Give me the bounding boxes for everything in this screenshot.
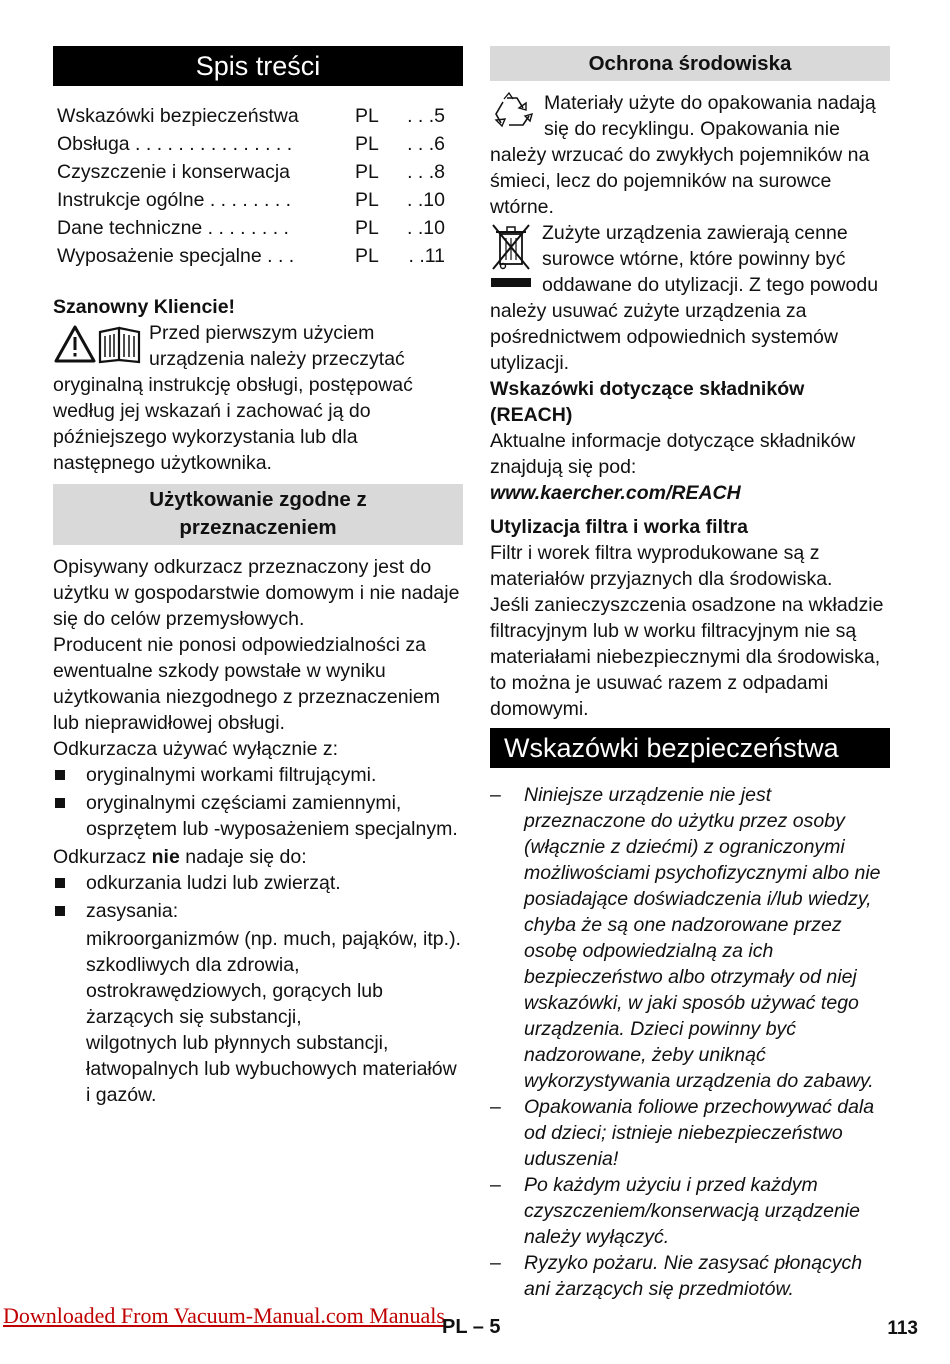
toc-page: . . .6 <box>407 133 445 155</box>
right-column <box>490 46 890 1302</box>
toc-title: Wyposażenie specjalne . . . <box>57 245 295 267</box>
toc-title: Czyszczenie i konserwacja <box>57 161 291 183</box>
reach-text: Aktualne informacje dotyczące składników znajdują się pod: <box>490 430 856 478</box>
toc-heading: Spis treści <box>53 46 463 86</box>
environment-section <box>490 90 890 722</box>
list-item: oryginalnymi częściami zamiennymi, osprzętem lub -wyposażeniem specjalnym. <box>53 790 463 842</box>
toc-lang: PL <box>355 245 379 267</box>
toc-row[interactable] <box>57 102 463 130</box>
safety-item: – Opakowania foliowe przechowywać dala od dzieci; istnieje niebezpieczeństwo uduszenia! <box>490 1094 890 1172</box>
environment-heading: Ochrona środowiska <box>490 46 890 81</box>
usage-para3: Odkurzacza używać wyłącznie z: <box>53 738 339 760</box>
toc-title: Instrukcje ogólne . . . . . . . . <box>57 189 292 211</box>
usage-heading-line2: przeznaczeniem <box>179 516 337 539</box>
usage-para4 <box>53 844 463 870</box>
toc-row[interactable] <box>57 130 463 158</box>
toc-page: . . .8 <box>407 161 445 183</box>
toc-lang: PL <box>355 105 379 127</box>
usage-heading-line1: Użytkowanie zgodne z <box>149 488 367 511</box>
crossed-bin-icon <box>490 221 532 296</box>
usage-para2: Producent nie ponosi odpowiedzialności za ewentualne szkody powstałe w wyniku użytkowania niezgodnego z przeznaczeniem lub nieprawidłowej obsługi. <box>53 634 440 734</box>
toc-row[interactable] <box>57 158 463 186</box>
toc-title: Wskazówki bezpieczeństwa <box>57 105 299 127</box>
intro-heading: Szanowny Kliencie! <box>53 296 236 318</box>
toc-lang: PL <box>355 217 379 239</box>
filter-text2: Jeśli zanieczyszczenia osadzone na wkładzie filtracyjnym lub w worku filtracyjnym nie są materiałami niebezpiecznymi dla środowiska, to można je usuwać razem z odpadami domowymi. <box>490 594 884 720</box>
toc-lang: PL <box>355 161 379 183</box>
usage-heading <box>53 484 463 545</box>
toc-row[interactable] <box>57 214 463 242</box>
recycle-paragraph <box>490 90 890 220</box>
usage-para4-suffix: nadaje się do: <box>179 846 307 868</box>
not-allowed-list <box>53 870 463 924</box>
toc-page: . .10 <box>407 189 445 211</box>
download-source-link[interactable]: Downloaded From Vacuum-Manual.com Manuals <box>3 1303 445 1328</box>
safety-item: – Po każdym użyciu i przed każdym czyszczeniem/konserwacją urządzenie należy wyłączyć. <box>490 1172 890 1250</box>
toc-title: Dane techniczne . . . . . . . . <box>57 217 289 239</box>
safety-item: – Ryzyko pożaru. Nie zasysać płonących ani żarzących się przedmiotów. <box>490 1250 890 1302</box>
usage-para4-prefix: Odkurzacz <box>53 846 152 868</box>
toc-lang: PL <box>355 133 379 155</box>
toc-page: . .10 <box>407 217 445 239</box>
usage-para1: Opisywany odkurzacz przeznaczony jest do użytku w gospodarstwie domowym i nie nadaje się do celów przemysłowych. <box>53 556 460 630</box>
table-of-contents <box>57 102 463 270</box>
sub-item: szkodliwych dla zdrowia, ostrokrawędziowych, gorących lub żarzących się substancji, <box>86 954 383 1028</box>
reach-heading: Wskazówki dotyczące składników (REACH) <box>490 378 805 426</box>
reach-link[interactable]: www.kaercher.com/REACH <box>490 482 741 504</box>
list-item: zasysania: <box>53 898 463 924</box>
toc-lang: PL <box>355 189 379 211</box>
recycle-text: Materiały użyte do opakowania nadają się do recyklingu. Opakowania nie należy wrzucać do zwykłych pojemników na śmieci, lecz do pojemników na surowce wtórne. <box>490 92 876 218</box>
toc-page: . .11 <box>408 245 445 267</box>
intro-section <box>53 294 463 476</box>
toc-title: Obsługa . . . . . . . . . . . . . . . <box>57 133 293 155</box>
list-item: odkurzania ludzi lub zwierząt. <box>53 870 463 896</box>
toc-page: . . .5 <box>407 105 445 127</box>
usage-section <box>53 554 463 1108</box>
warning-manual-icon <box>53 324 143 371</box>
recycle-icon <box>490 92 536 139</box>
bin-paragraph <box>490 220 890 376</box>
toc-row[interactable] <box>57 186 463 214</box>
allowed-list <box>53 762 463 842</box>
sub-item: mikroorganizmów (np. much, pająków, itp.). <box>86 928 461 950</box>
sub-item: wilgotnych lub płynnych substancji, łatwopalnych lub wybuchowych materiałów i gazów. <box>86 1032 457 1106</box>
footer-page-number: 113 <box>887 1318 918 1339</box>
safety-item: – Niniejsze urządzenie nie jest przeznaczone do użytku przez osoby (włącznie z dziećmi) z ograniczonymi możliwościami psychofizycznymi albo nie posiadające doświadczenia i/lub wiedzy, chyba że są one nadzorowane przez osobę odpowiedzialną za ich bezpieczeństwo albo otrzymały od niej wskazówki, w jaki sposób używać tego urządzenia. Dzieci powinny być nadzorowane, żeby uniknąć wykorzystywania urządzenia do zabawy. <box>490 782 890 1094</box>
intro-text: Przed pierwszym użyciem urządzenia należy przeczytać oryginalną instrukcję obsługi, postępować według jej wskazań i zachować ją do późniejszego wykorzystania lub dla następnego użytkownika. <box>53 322 413 474</box>
bin-text: Zużyte urządzenia zawierają cenne surowce wtórne, które powinny być oddawane do utylizacji. Z tego powodu należy usuwać zużyte urządzenia za pośrednictwem odpowiednich systemów utylizacji. <box>490 222 879 374</box>
safety-heading: Wskazówki bezpieczeństwa <box>490 728 890 768</box>
list-item: oryginalnymi workami filtrującymi. <box>53 762 463 788</box>
usage-para4-bold: nie <box>151 846 180 868</box>
left-column <box>53 46 463 1108</box>
filter-text1: Filtr i worek filtra wyprodukowane są z materiałów przyjaznych dla środowiska. <box>490 542 833 590</box>
safety-list <box>490 782 890 1302</box>
intro-body <box>53 320 463 476</box>
toc-row[interactable] <box>57 242 463 270</box>
filter-heading: Utylizacja filtra i worka filtra <box>490 516 748 538</box>
footer-page-label: PL – 5 <box>442 1316 501 1338</box>
